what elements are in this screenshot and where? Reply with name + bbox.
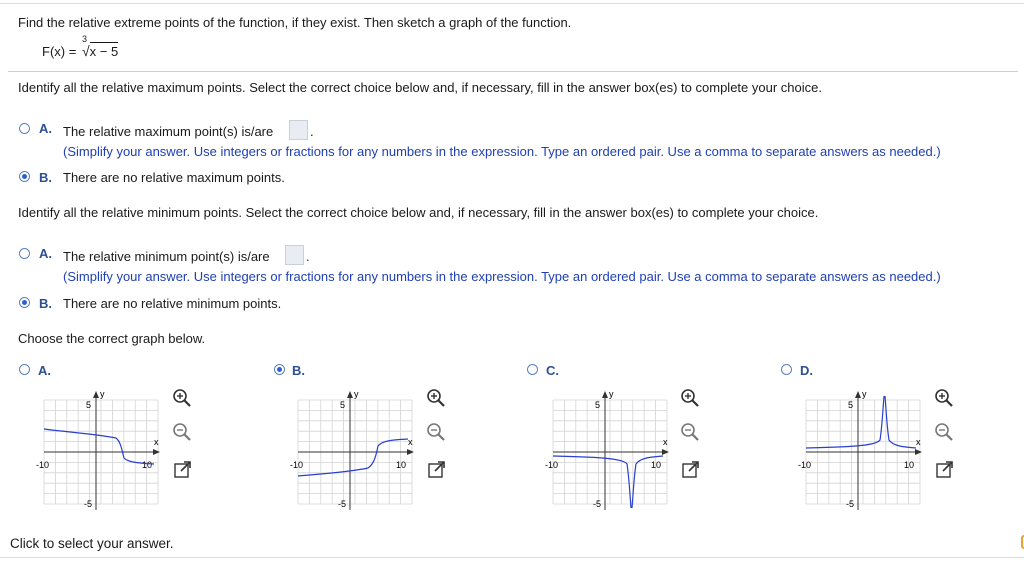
max-choice-b-radio[interactable] [19,171,30,182]
min-choice-b-text[interactable]: There are no relative minimum points. [63,296,282,311]
root-index: 3 [81,34,87,44]
min-choice-a-radio[interactable] [19,248,30,259]
question-prompt: Find the relative extreme points of the function, if they exist. Then sketch a graph of the function. [18,15,572,30]
top-divider [0,3,1024,4]
graph-a-ylabel: y [100,389,105,399]
graph-choice-b-letter: B. [292,363,305,378]
min-choice-a-hint: (Simplify your answer. Use integers or fractions for any numbers in the expression. Type an ordered pair. Use a comma to separate answers as needed.) [63,269,941,284]
graph-b-zoom-in-icon[interactable] [426,388,446,408]
min-choice-a-text: The relative minimum point(s) is/are [63,249,270,264]
graph-a-zoom-in-icon[interactable] [172,388,192,408]
graph-d-xlabel: x [916,437,921,447]
graph-a-xtick-neg: -10 [36,460,50,470]
graph-choice-a-radio[interactable] [19,364,30,375]
radicand: x − 5 [89,44,119,59]
graph-c-ytick: 5 [595,400,601,410]
graph-b-xtick-pos: 10 [396,460,407,470]
graph-b-ytick-neg: -5 [338,499,347,509]
status-text: Click to select your answer. [10,536,174,551]
graph-choice-c-letter: C. [546,363,559,378]
min-choice-b-radio[interactable] [19,297,30,308]
graph-b-axes [298,391,414,510]
graph-choice-a-letter: A. [38,363,51,378]
graph-a-axes [44,391,160,510]
graph-b-xtick-neg: -10 [290,460,304,470]
graph-c-zoom-in-icon[interactable] [680,388,700,408]
graph-b-ylabel: y [354,389,359,399]
graph-c-axes [553,391,669,510]
graph-c-ytick-neg: -5 [593,499,602,509]
graph-a-ytick-neg: -5 [84,499,93,509]
graph-d-enlarge-icon[interactable] [935,460,955,480]
graph-d-zoom-in-icon[interactable] [934,388,954,408]
graph-d-ylabel: y [862,389,867,399]
graph-d-xtick-neg: -10 [798,460,812,470]
graph-a-enlarge-icon[interactable] [173,460,193,480]
graph-c-xtick-pos: 10 [651,460,662,470]
graph-a-plot[interactable] [36,386,166,518]
bottom-divider [0,557,1024,558]
graph-choice-d-radio[interactable] [781,364,792,375]
graph-b-curve [298,439,408,476]
graph-d-ytick: 5 [848,400,854,410]
graph-b-ytick: 5 [340,400,346,410]
max-choice-a-text: The relative maximum point(s) is/are [63,124,274,139]
maximum-instruction: Identify all the relative maximum points. Select the correct choice below and, if necessary, fill in the answer box(es) to complete your choice. [18,80,822,95]
cube-root: 3 √x − 5 [81,34,119,59]
minimum-instruction: Identify all the relative minimum points. Select the correct choice below and, if necessary, fill in the answer box(es) to complete your choice. [18,205,819,220]
max-choice-a-radio[interactable] [19,123,30,134]
graph-choice-c-radio[interactable] [527,364,538,375]
graph-d-axes [806,391,922,510]
max-answer-box[interactable] [289,120,308,140]
graph-b-enlarge-icon[interactable] [427,460,447,480]
graph-a-curve [44,429,154,464]
graph-c-curve [553,456,663,508]
graph-d-plot[interactable] [798,386,928,518]
graph-c-zoom-out-icon[interactable] [680,422,700,442]
graph-d-curve [806,396,916,448]
graph-d-xtick-pos: 10 [904,460,915,470]
max-choice-a-letter: A. [39,121,52,136]
graph-instruction: Choose the correct graph below. [18,331,206,346]
graph-b-plot[interactable] [290,386,420,518]
graph-choice-b-radio[interactable] [274,364,285,375]
graph-a-ytick: 5 [86,400,92,410]
graph-a-zoom-out-icon[interactable] [172,422,192,442]
function-lhs: F(x) = [42,44,77,59]
min-choice-a-letter: A. [39,246,52,261]
max-choice-a-hint: (Simplify your answer. Use integers or fractions for any numbers in the expression. Type an ordered pair. Use a comma to separate answers as needed.) [63,144,941,159]
graph-c-xtick-neg: -10 [545,460,559,470]
graph-b-xlabel: x [408,437,413,447]
max-choice-b-text[interactable]: There are no relative maximum points. [63,170,285,185]
graph-c-enlarge-icon[interactable] [681,460,701,480]
max-choice-b-letter: B. [39,170,52,185]
max-answer-period: . [310,124,314,139]
function-expression [42,34,119,59]
graph-c-xlabel: x [663,437,668,447]
section-divider [8,71,1018,72]
graph-b-zoom-out-icon[interactable] [426,422,446,442]
graph-choice-d-letter: D. [800,363,813,378]
graph-a-xlabel: x [154,437,159,447]
min-choice-b-letter: B. [39,296,52,311]
min-answer-period: . [306,249,310,264]
graph-d-ytick-neg: -5 [846,499,855,509]
graph-a-xtick-pos: 10 [142,460,153,470]
graph-c-ylabel: y [609,389,614,399]
graph-d-zoom-out-icon[interactable] [934,422,954,442]
min-answer-box[interactable] [285,245,304,265]
graph-c-plot[interactable] [545,386,675,518]
